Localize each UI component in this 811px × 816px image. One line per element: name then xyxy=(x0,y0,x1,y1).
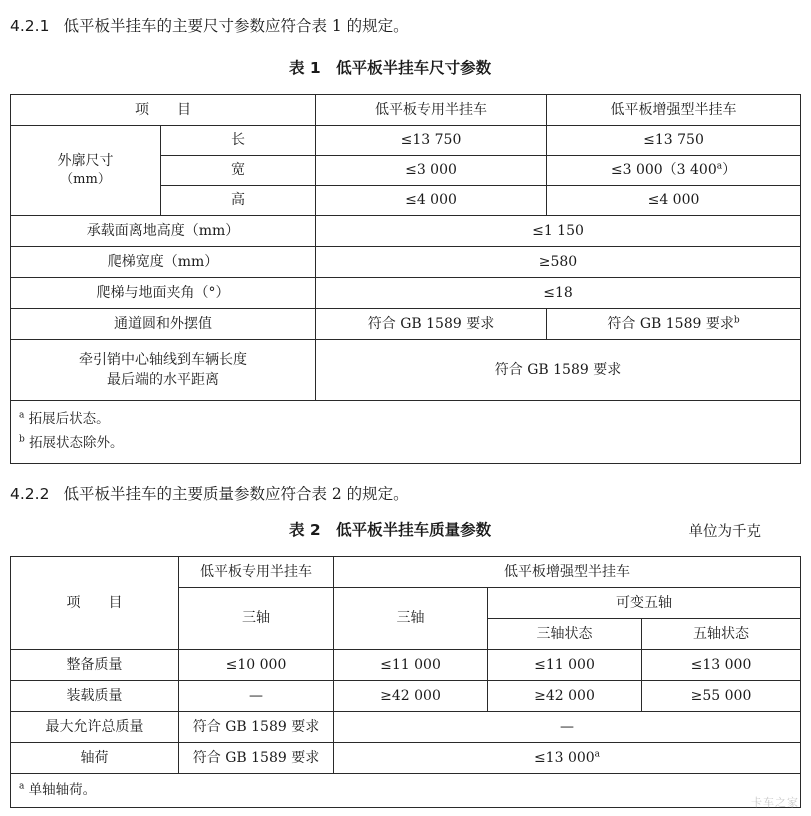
footnote-mark: a xyxy=(19,410,25,421)
curb-mass-label: 整备质量 xyxy=(11,650,179,681)
header-dedicated: 低平板专用半挂车 xyxy=(316,95,547,126)
ladder-width-value: ≥580 xyxy=(316,247,801,278)
clause-number: 4.2.2 xyxy=(10,485,50,503)
table2-notes-row xyxy=(11,774,801,808)
width-reinforced-close: ） xyxy=(722,162,737,179)
curb-mass-v4: ≤13 000 xyxy=(642,650,801,681)
header-reinforced: 低平板增强型半挂车 xyxy=(547,95,801,126)
table-row xyxy=(11,743,801,774)
outline-label: 外廓尺寸 xyxy=(57,152,114,169)
table-row xyxy=(11,247,801,278)
length-dedicated: ≤13 750 xyxy=(316,126,547,156)
clause-text: 低平板半挂车的主要质量参数应符合表 2 的规定。 xyxy=(63,485,409,503)
width-label: 宽 xyxy=(161,156,316,186)
turning-label: 通道圆和外摆值 xyxy=(11,309,316,340)
max-total-label: 最大允许总质量 xyxy=(11,712,179,743)
height-dedicated: ≤4 000 xyxy=(316,186,547,216)
footnote-mark: b xyxy=(733,315,740,326)
clause-4-2-1 xyxy=(10,14,409,36)
table1-notes xyxy=(11,401,801,464)
table2-notes xyxy=(11,774,801,808)
curb-mass-v3: ≤11 000 xyxy=(488,650,642,681)
height-label: 高 xyxy=(161,186,316,216)
table-row xyxy=(11,650,801,681)
watermark-logo: 卡车之家 xyxy=(751,796,799,809)
deck-height-value: ≤1 150 xyxy=(316,216,801,247)
width-reinforced xyxy=(547,156,801,186)
header-three-axle-reinforced: 三轴 xyxy=(334,588,488,650)
width-reinforced-value: ≤3 000（3 400 xyxy=(610,162,717,179)
footnote-mark: a xyxy=(594,749,601,760)
footnote-mark: a xyxy=(716,161,723,172)
payload-v1: — xyxy=(179,681,334,712)
max-total-v1: 符合 GB 1589 要求 xyxy=(179,712,334,743)
table-row xyxy=(11,216,801,247)
payload-v4: ≥55 000 xyxy=(642,681,801,712)
header-five-axle-state: 五轴状态 xyxy=(642,619,801,650)
note-a xyxy=(19,408,792,432)
table-row xyxy=(11,278,801,309)
clause-number: 4.2.1 xyxy=(10,17,50,35)
ladder-angle-value: ≤18 xyxy=(316,278,801,309)
axle-load-label: 轴荷 xyxy=(11,743,179,774)
payload-v3: ≥42 000 xyxy=(488,681,642,712)
curb-mass-v2: ≤11 000 xyxy=(334,650,488,681)
turning-reinforced xyxy=(547,309,801,340)
length-label: 长 xyxy=(161,126,316,156)
max-total-merged: — xyxy=(334,712,801,743)
table-row xyxy=(11,681,801,712)
deck-height-label: 承载面离地高度（mm） xyxy=(11,216,316,247)
kingpin-label-line1: 牵引销中心轴线到车辆长度 xyxy=(79,351,247,368)
table2-header-row xyxy=(11,557,801,588)
footnote-mark: b xyxy=(19,434,25,445)
table2-caption: 表 2 低平板半挂车质量参数 xyxy=(289,521,492,539)
axle-load-v1: 符合 GB 1589 要求 xyxy=(179,743,334,774)
table-row xyxy=(11,712,801,743)
table-row xyxy=(11,126,801,156)
table1-dimension-parameters xyxy=(10,94,801,464)
note-text: 单轴轴荷。 xyxy=(28,781,97,798)
outline-dimension-cell xyxy=(11,126,161,216)
turning-reinforced-value: 符合 GB 1589 要求 xyxy=(607,315,734,332)
ladder-width-label: 爬梯宽度（mm） xyxy=(11,247,316,278)
note-text: 拓展状态除外。 xyxy=(29,435,124,451)
axle-load-value: ≤13 000 xyxy=(533,749,595,766)
table2-unit: 单位为千克 xyxy=(688,524,761,540)
curb-mass-v1: ≤10 000 xyxy=(179,650,334,681)
kingpin-label xyxy=(11,340,316,401)
table1-header-row xyxy=(11,95,801,126)
header-three-axle-state: 三轴状态 xyxy=(488,619,642,650)
length-reinforced: ≤13 750 xyxy=(547,126,801,156)
kingpin-label-line2: 最后端的水平距离 xyxy=(107,372,219,388)
ladder-angle-label: 爬梯与地面夹角（°） xyxy=(11,278,316,309)
width-dedicated: ≤3 000 xyxy=(316,156,547,186)
clause-text: 低平板半挂车的主要尺寸参数应符合表 1 的规定。 xyxy=(63,17,409,35)
note-a xyxy=(19,779,792,803)
header-reinforced: 低平板增强型半挂车 xyxy=(334,557,801,588)
table1-notes-row xyxy=(11,401,801,464)
kingpin-value: 符合 GB 1589 要求 xyxy=(316,340,801,401)
table1-caption: 表 1 低平板半挂车尺寸参数 xyxy=(289,59,492,77)
table-row xyxy=(11,309,801,340)
header-dedicated: 低平板专用半挂车 xyxy=(179,557,334,588)
header-three-axle: 三轴 xyxy=(179,588,334,650)
header-item: 项 目 xyxy=(11,557,179,650)
note-text: 拓展后状态。 xyxy=(28,411,110,428)
header-variable-five-axle: 可变五轴 xyxy=(488,588,801,619)
table-row xyxy=(11,340,801,401)
axle-load-merged xyxy=(334,743,801,774)
outline-unit: （mm） xyxy=(60,172,111,188)
height-reinforced: ≤4 000 xyxy=(547,186,801,216)
table2-mass-parameters xyxy=(10,556,801,808)
payload-label: 装载质量 xyxy=(11,681,179,712)
clause-4-2-2 xyxy=(10,482,409,504)
turning-dedicated: 符合 GB 1589 要求 xyxy=(316,309,547,340)
note-b xyxy=(19,432,792,456)
header-item: 项 目 xyxy=(11,95,316,126)
footnote-mark: a xyxy=(19,781,25,792)
payload-v2: ≥42 000 xyxy=(334,681,488,712)
